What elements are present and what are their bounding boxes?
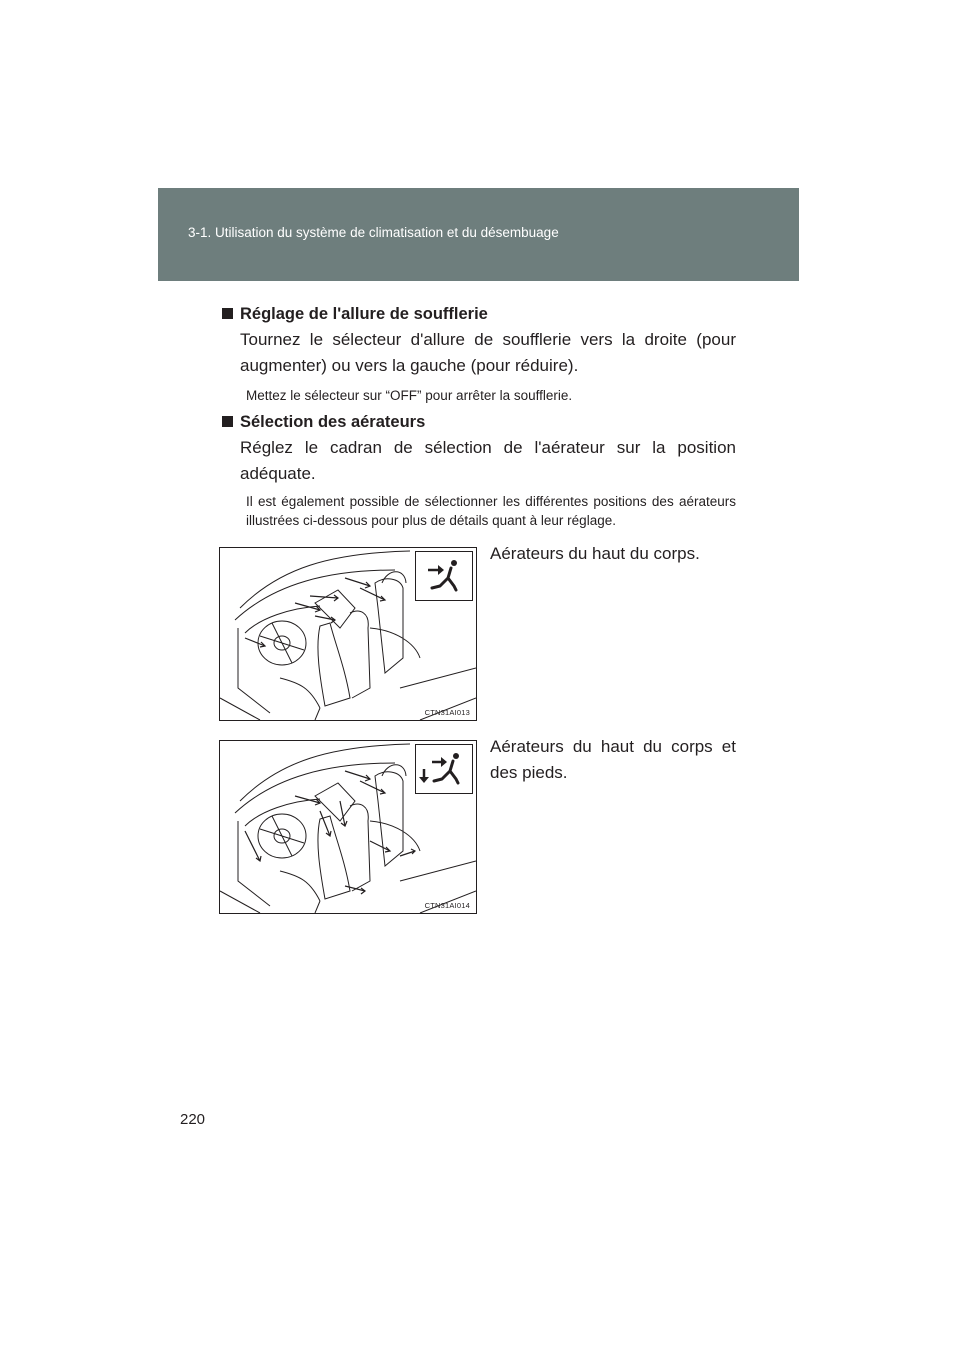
square-bullet-icon	[222, 416, 233, 427]
upper-body-vent-icon	[415, 551, 473, 601]
section-body-vent-selection: Réglez le cadran de sélection de l'aérateur sur la position adéquate.	[240, 438, 736, 483]
upper-body-and-feet-vent-icon	[415, 744, 473, 794]
section-heading-text: Réglage de l'allure de soufflerie	[240, 305, 488, 323]
section-note-fan-speed: Mettez le sélecteur sur “OFF” pour arrêter la soufflerie.	[246, 388, 573, 403]
section-heading-fan-speed	[222, 305, 488, 324]
figure-code: CTN31AI013	[424, 708, 470, 717]
page-number: 220	[180, 1111, 206, 1128]
figure-code: CTN31AI014	[424, 901, 470, 910]
chapter-header	[158, 188, 799, 281]
section-note-vent-selection: Il est également possible de sélectionner les différentes positions des aérateurs illustrées ci-dessous pour plus de détails quant à leur réglage.	[246, 494, 736, 528]
figure-upper-body-vents	[219, 547, 477, 721]
section-body-fan-speed: Tournez le sélecteur d'allure de soufflerie vers la droite (pour augmenter) ou vers la gauche (pour réduire).	[240, 330, 736, 375]
figure-caption-upper-body-feet: Aérateurs du haut du corps et des pieds.	[490, 737, 736, 782]
figure-upper-body-feet-vents	[219, 740, 477, 914]
figure-caption-upper-body: Aérateurs du haut du corps.	[490, 544, 700, 563]
chapter-title: 3-1. Utilisation du système de climatisation et du désembuage	[188, 225, 559, 240]
section-heading-vent-selection	[222, 413, 425, 432]
section-heading-text: Sélection des aérateurs	[240, 413, 426, 431]
square-bullet-icon	[222, 308, 233, 319]
